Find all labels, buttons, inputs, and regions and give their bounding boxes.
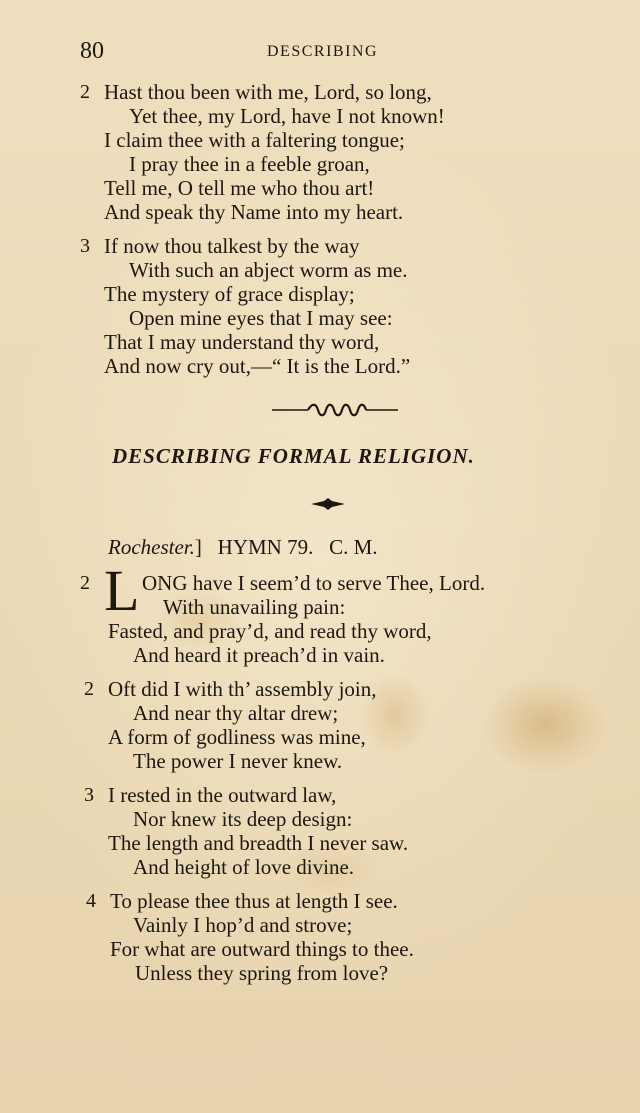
verse-line: ONG have I seem’d to serve Thee, Lord.: [142, 571, 486, 595]
verse-line: A form of godliness was mine,: [108, 725, 366, 749]
tune-name: Rochester.: [108, 535, 195, 559]
verse-number: 3: [84, 784, 94, 806]
verse-line: If now thou talkest by the way: [104, 234, 360, 258]
verse-line: The mystery of grace display;: [104, 282, 355, 306]
verse-line: For what are outward things to thee.: [110, 937, 414, 961]
verse-line: Tell me, O tell me who thou art!: [104, 176, 375, 200]
verse-line: And heard it preach’d in vain.: [133, 643, 385, 667]
verse-line: I pray thee in a feeble groan,: [129, 152, 370, 176]
section-title: DESCRIBING FORMAL RELIGION.: [112, 444, 475, 468]
verse-line: With such an abject worm as me.: [129, 258, 408, 282]
verse-line: And now cry out,—“ It is the Lord.”: [104, 354, 411, 378]
verse-number: 3: [80, 235, 90, 257]
verse-line: Yet thee, my Lord, have I not known!: [129, 104, 445, 128]
verse-line: Fasted, and pray’d, and read thy word,: [108, 619, 432, 643]
hymn-meter: C. M.: [329, 535, 378, 559]
verse-line: The length and breadth I never saw.: [108, 831, 409, 855]
verse-line: And speak thy Name into my heart.: [104, 200, 404, 224]
page-number: 80: [80, 38, 104, 64]
verse-number: 2: [80, 572, 90, 594]
verse-line: Unless they spring from love?: [135, 961, 389, 985]
verse-line: I rested in the outward law,: [108, 783, 337, 807]
verse-line: Oft did I with th’ assembly join,: [108, 677, 377, 701]
verse-line: To please thee thus at length I see.: [110, 889, 398, 913]
hymn-heading: [108, 535, 378, 560]
verse-line: And height of love divine.: [133, 855, 355, 879]
running-title: DESCRIBING: [267, 43, 379, 60]
verse-line: Hast thou been with me, Lord, so long,: [104, 80, 432, 104]
verse-line: Open mine eyes that I may see:: [129, 306, 393, 330]
verse-line: I claim thee with a faltering tongue;: [104, 128, 405, 152]
verse-number: 2: [84, 678, 94, 700]
verse-number: 2: [80, 81, 90, 103]
verse-line: That I may understand thy word,: [104, 330, 380, 354]
verse-line: The power I never knew.: [133, 749, 343, 773]
verse-number: 4: [86, 890, 96, 912]
ornament-rule-icon: [270, 400, 400, 420]
verse-line: And near thy altar drew;: [133, 701, 339, 725]
drop-cap: L: [104, 558, 140, 623]
verse-line: With unavailing pain:: [163, 595, 346, 619]
bracket: ]: [194, 535, 202, 559]
verse-line: Vainly I hop’d and strove;: [133, 913, 353, 937]
verse-line: Nor knew its deep design:: [133, 807, 353, 831]
hymn-label: HYMN 79.: [217, 535, 314, 559]
divider-ornament-icon: [310, 497, 346, 511]
